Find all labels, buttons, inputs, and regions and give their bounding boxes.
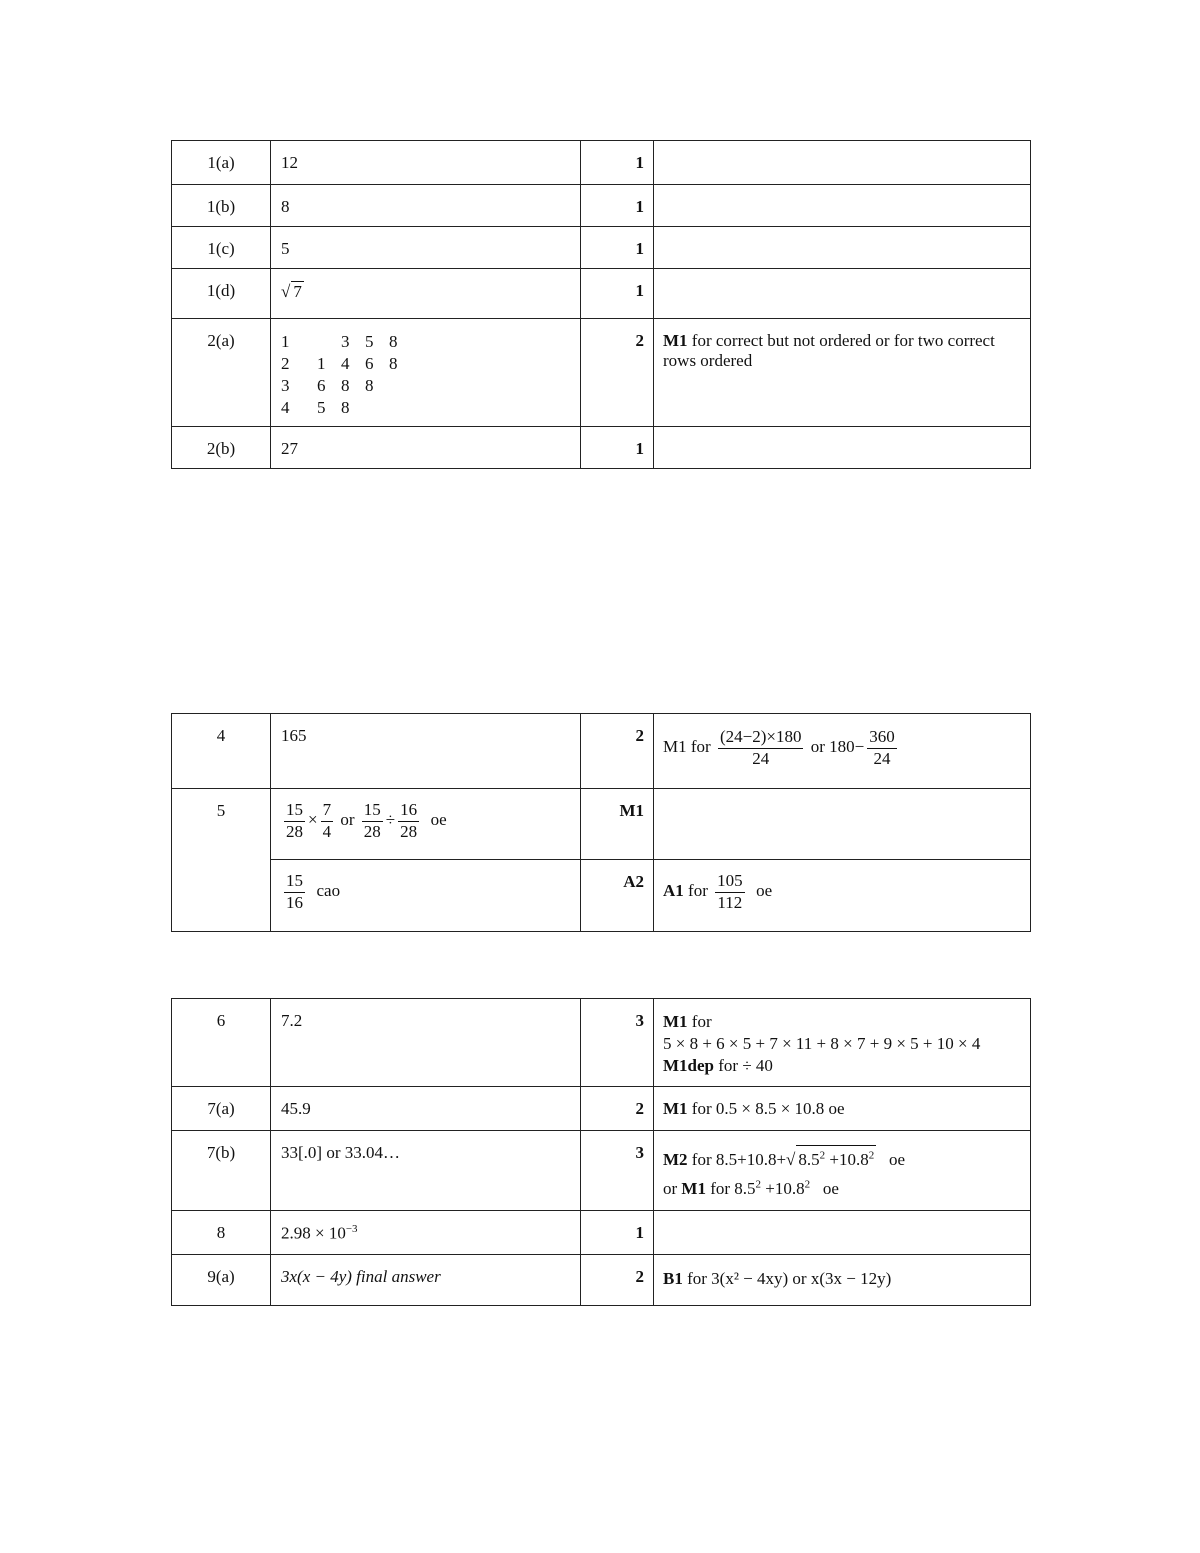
mark-code: M2	[663, 1150, 688, 1169]
table-row	[172, 789, 1031, 860]
numerator: (24−2)×180	[718, 728, 804, 749]
table-row	[172, 427, 1031, 469]
denominator: 4	[322, 821, 332, 841]
leaf-value: 8	[341, 376, 350, 395]
note-text: for 0.5 × 8.5 × 10.8 oe	[687, 1099, 845, 1118]
leaf-value	[389, 375, 413, 397]
mark: 2	[581, 714, 654, 789]
term: +10.8	[761, 1178, 805, 1198]
denominator: 28	[363, 821, 381, 841]
exponent: 2	[819, 1149, 826, 1162]
note-text: for	[688, 881, 708, 901]
fraction	[284, 872, 305, 912]
note-text: or	[663, 1178, 682, 1198]
notes	[654, 141, 1031, 185]
table-row	[172, 1131, 1031, 1211]
denominator: 112	[717, 892, 743, 912]
table-row	[172, 1255, 1031, 1306]
question-number: 1(d)	[172, 269, 271, 319]
operator: ×	[308, 810, 318, 830]
mark-scheme-table-2	[171, 713, 1031, 932]
exponent: 2	[755, 1178, 762, 1191]
question-number: 5	[172, 789, 271, 932]
or-text: or	[340, 810, 355, 830]
answer	[271, 789, 581, 860]
leaf-value: 6	[365, 354, 374, 373]
mark-code: M1dep	[663, 1056, 714, 1076]
fraction	[284, 801, 305, 841]
answer-base: 2.98 × 10	[281, 1223, 346, 1243]
oe-text: oe	[430, 810, 447, 830]
mark: 1	[581, 427, 654, 469]
mark-code: M1	[663, 1099, 688, 1118]
stem-row	[281, 353, 413, 375]
question-number: 8	[172, 1211, 271, 1255]
mark: 2	[581, 319, 654, 427]
cao-text: cao	[316, 881, 341, 901]
question-number: 2(b)	[172, 427, 271, 469]
radical-sign: √	[786, 1150, 796, 1169]
fraction	[362, 801, 383, 841]
mark: 1	[581, 1211, 654, 1255]
notes	[654, 319, 1031, 427]
oe-text: oe	[822, 1178, 839, 1198]
leaf-value: 8	[341, 398, 350, 417]
leaf-value: 8	[389, 354, 398, 373]
numerator: 15	[284, 872, 305, 893]
answer: 45.9	[271, 1087, 581, 1131]
question-number: 1(b)	[172, 185, 271, 227]
notes	[654, 789, 1031, 860]
numerator: 15	[362, 801, 383, 822]
note-mid: or 180−	[810, 737, 865, 757]
answer	[271, 269, 581, 319]
stem-row	[281, 331, 413, 353]
answer: 3x(x − 4y) final answer	[271, 1255, 581, 1306]
question-number: 7(b)	[172, 1131, 271, 1211]
table-row	[172, 319, 1031, 427]
fraction	[867, 728, 897, 768]
leaf-value	[317, 331, 341, 353]
mark-code: M1	[663, 331, 688, 350]
denominator: 24	[873, 748, 891, 768]
radicand	[796, 1145, 876, 1175]
mark: M1	[581, 789, 654, 860]
stem-row	[281, 397, 413, 419]
leaf-value: 8	[365, 376, 374, 395]
mark: 1	[581, 227, 654, 269]
leaf-value	[365, 397, 389, 419]
note-line: 5 × 8 + 6 × 5 + 7 × 11 + 8 × 7 + 9 × 5 + 10 × 4	[663, 1034, 981, 1054]
term: 8.5	[798, 1150, 820, 1169]
exponent: 2	[868, 1149, 875, 1162]
radical-sign: √	[281, 282, 291, 301]
table-row	[172, 185, 1031, 227]
answer: 5	[271, 227, 581, 269]
denominator: 28	[400, 821, 418, 841]
note-text: for 8.5+10.8+	[687, 1150, 787, 1169]
answer: 8	[271, 185, 581, 227]
question-number: 6	[172, 999, 271, 1087]
fraction	[321, 801, 334, 841]
question-number: 9(a)	[172, 1255, 271, 1306]
stem-row	[281, 375, 413, 397]
leaf-value: 6	[317, 376, 326, 395]
answer: 7.2	[271, 999, 581, 1087]
note-text: for 3(x² − 4xy) or x(3x − 12y)	[682, 1269, 892, 1288]
numerator: 105	[715, 872, 745, 893]
stem-value: 1	[281, 332, 290, 351]
mark: A2	[581, 860, 654, 932]
notes	[654, 1087, 1031, 1131]
table-row	[172, 714, 1031, 789]
fraction	[718, 728, 804, 768]
table-row	[172, 1087, 1031, 1131]
mark-scheme-table-3	[171, 998, 1031, 1306]
numerator: 15	[284, 801, 305, 822]
oe-text: oe	[756, 881, 773, 901]
mark: 3	[581, 1131, 654, 1211]
mark-code: B1	[663, 1269, 683, 1288]
fraction	[715, 872, 745, 912]
fraction	[398, 801, 419, 841]
leaf-value: 3	[341, 332, 350, 351]
question-number: 4	[172, 714, 271, 789]
leaf-value: 1	[317, 354, 326, 373]
notes	[654, 860, 1031, 932]
notes	[654, 999, 1031, 1087]
answer: 12	[271, 141, 581, 185]
note-text: for ÷ 40	[714, 1056, 773, 1076]
numerator: 16	[398, 801, 419, 822]
notes	[654, 1211, 1031, 1255]
notes	[654, 227, 1031, 269]
note-text: for correct but not ordered or for two correct rows ordered	[663, 331, 995, 370]
leaf-value: 5	[365, 332, 374, 351]
notes	[654, 185, 1031, 227]
answer: 33[.0] or 33.04…	[271, 1131, 581, 1211]
answer	[271, 1211, 581, 1255]
note-line	[663, 1011, 1021, 1033]
oe-text: oe	[888, 1150, 906, 1169]
mark: 1	[581, 185, 654, 227]
term: +10.8	[825, 1150, 869, 1169]
stem-value: 2	[281, 354, 290, 373]
mark-code: M1	[663, 1012, 688, 1031]
table-row	[172, 999, 1031, 1087]
note-line	[663, 1175, 1021, 1204]
stem-value: 4	[281, 398, 290, 417]
notes	[654, 1255, 1031, 1306]
numerator: 7	[321, 801, 334, 822]
mark: 1	[581, 141, 654, 185]
answer: 165	[271, 714, 581, 789]
note-line	[663, 1145, 1021, 1175]
denominator: 28	[286, 821, 303, 841]
note-text: for	[687, 1012, 712, 1031]
numerator: 360	[867, 728, 897, 749]
question-number: 1(a)	[172, 141, 271, 185]
leaf-value	[389, 397, 413, 419]
table-row	[172, 227, 1031, 269]
denominator: 24	[752, 748, 770, 768]
operator: ÷	[385, 810, 396, 830]
mark-scheme-table-1	[171, 140, 1031, 469]
answer	[271, 319, 581, 427]
mark: 2	[581, 1255, 654, 1306]
mark-code: M1	[681, 1178, 706, 1198]
answer	[271, 860, 581, 932]
notes	[654, 427, 1031, 469]
notes	[654, 1131, 1031, 1211]
mark: 2	[581, 1087, 654, 1131]
note-text: for 8.5	[705, 1178, 756, 1198]
stem-value: 3	[281, 376, 290, 395]
table-row	[172, 1211, 1031, 1255]
note-lead: M1 for	[663, 737, 711, 757]
radicand: 7	[293, 282, 302, 301]
question-number: 1(c)	[172, 227, 271, 269]
stem-and-leaf-diagram	[281, 331, 413, 419]
table-row	[172, 269, 1031, 319]
notes	[654, 269, 1031, 319]
exponent: 2	[804, 1178, 811, 1191]
notes	[654, 714, 1031, 789]
table-row	[172, 860, 1031, 932]
note-line	[663, 1055, 1021, 1077]
exponent: −3	[345, 1223, 358, 1235]
leaf-value: 4	[341, 354, 350, 373]
mark: 1	[581, 269, 654, 319]
question-number: 7(a)	[172, 1087, 271, 1131]
mark: 3	[581, 999, 654, 1087]
leaf-value: 8	[389, 332, 398, 351]
question-number: 2(a)	[172, 319, 271, 427]
table-row	[172, 141, 1031, 185]
answer: 27	[271, 427, 581, 469]
denominator: 16	[286, 892, 303, 912]
mark-code: A1	[663, 881, 684, 901]
leaf-value: 5	[317, 398, 326, 417]
